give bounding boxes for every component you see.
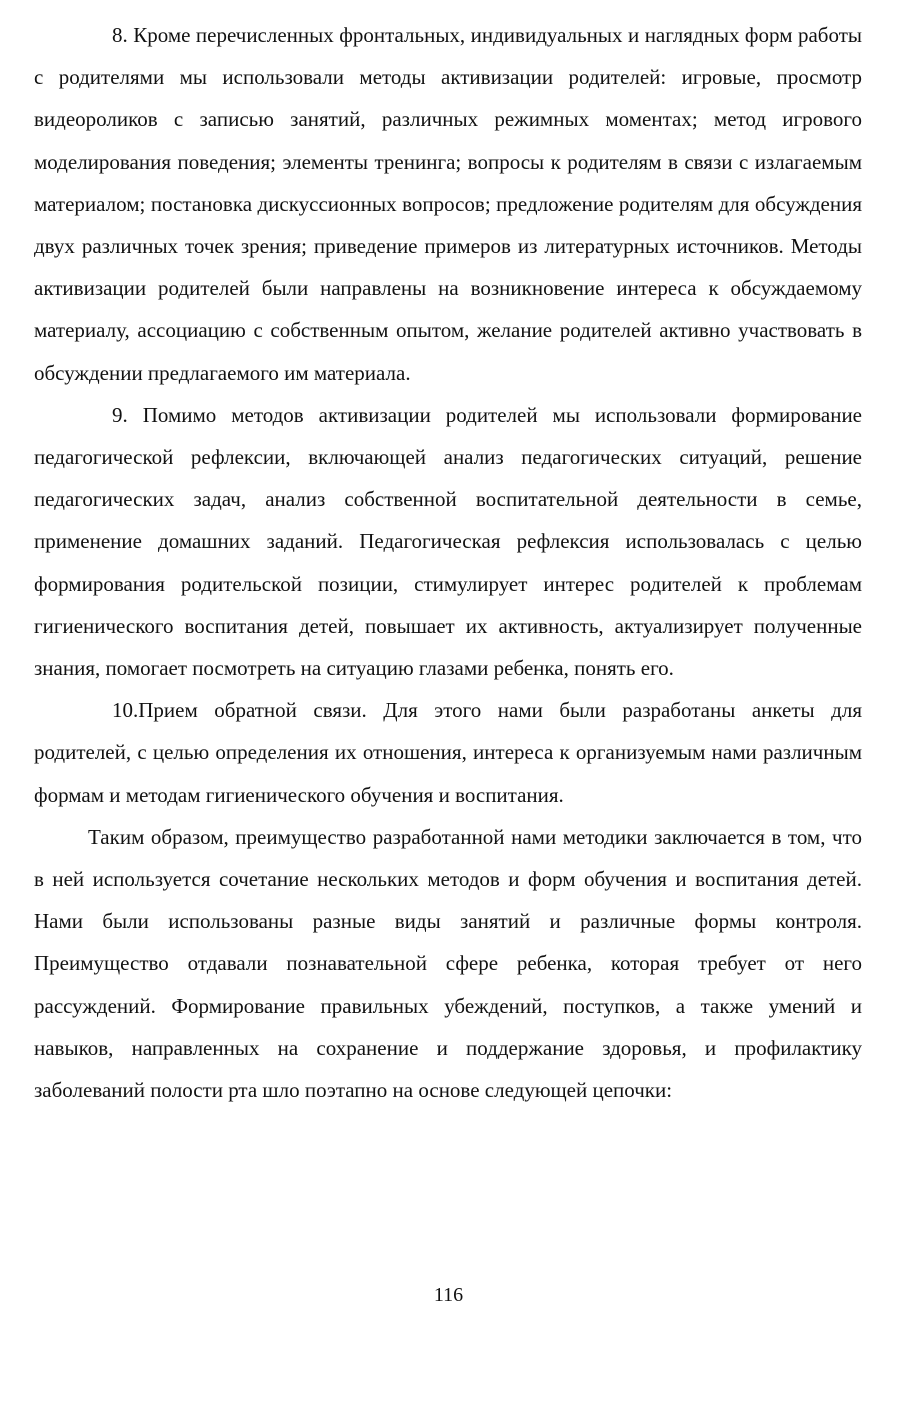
paragraph-summary: Таким образом, преимущество разработанной нами методики заключается в том, что в ней используется сочетание нескольких методов и форм обучения и воспитания детей. Нами были использованы разные виды занятий и различные формы контроля. Преимущество отдавали познавательной сфере ребенка, которая требует от него рассуждений. Формирование правильных убеждений, поступков, а также умений и навыков, направленных на сохранение и поддержание здоровья, и профилактику заболеваний полости рта шло поэтапно на основе следующей цепочки: (34, 824, 862, 1103)
paragraph-item-8: 8. Кроме перечисленных фронтальных, индивидуальных и наглядных форм работы с родителями мы использовали методы активизации родителей: игровые, просмотр видеороликов с записью занятий, различных режимных моментах; метод игрового моделирования поведения; элементы тренинга; вопросы к родителям в связи с излагаемым материалом; постановка дискуссионных вопросов; предложение родителям для обсуждения двух различных точек зрения; приведение примеров из литературных источников. Методы активизации родителей были направлены на возникновение интереса к обсуждаемому материалу, ассоциацию с собственным опытом, желание родителей активно участвовать в обсуждении предлагаемого им материала. (34, 23, 862, 385)
body-text (34, 14, 862, 1111)
page-number: 116 (433, 1284, 464, 1306)
paragraph-item-10: 10.Прием обратной связи. Для этого нами были разработаны анкеты для родителей, с целью определения их отношения, интереса к организуемым нами различным формам и методам гигиенического обучения и воспитания. (34, 698, 862, 807)
paragraph-item-9: 9. Помимо методов активизации родителей мы использовали формирование педагогической рефлексии, включающей анализ педагогических ситуаций, решение педагогических задач, анализ собственной воспитательной деятельности в семье, применение домашних заданий. Педагогическая рефлексия использовалась с целью формирования родительской позиции, стимулирует интерес родителей к проблемам гигиенического воспитания детей, повышает их активность, актуализирует полученные знания, помогает посмотреть на ситуацию глазами ребенка, понять его. (34, 402, 862, 681)
